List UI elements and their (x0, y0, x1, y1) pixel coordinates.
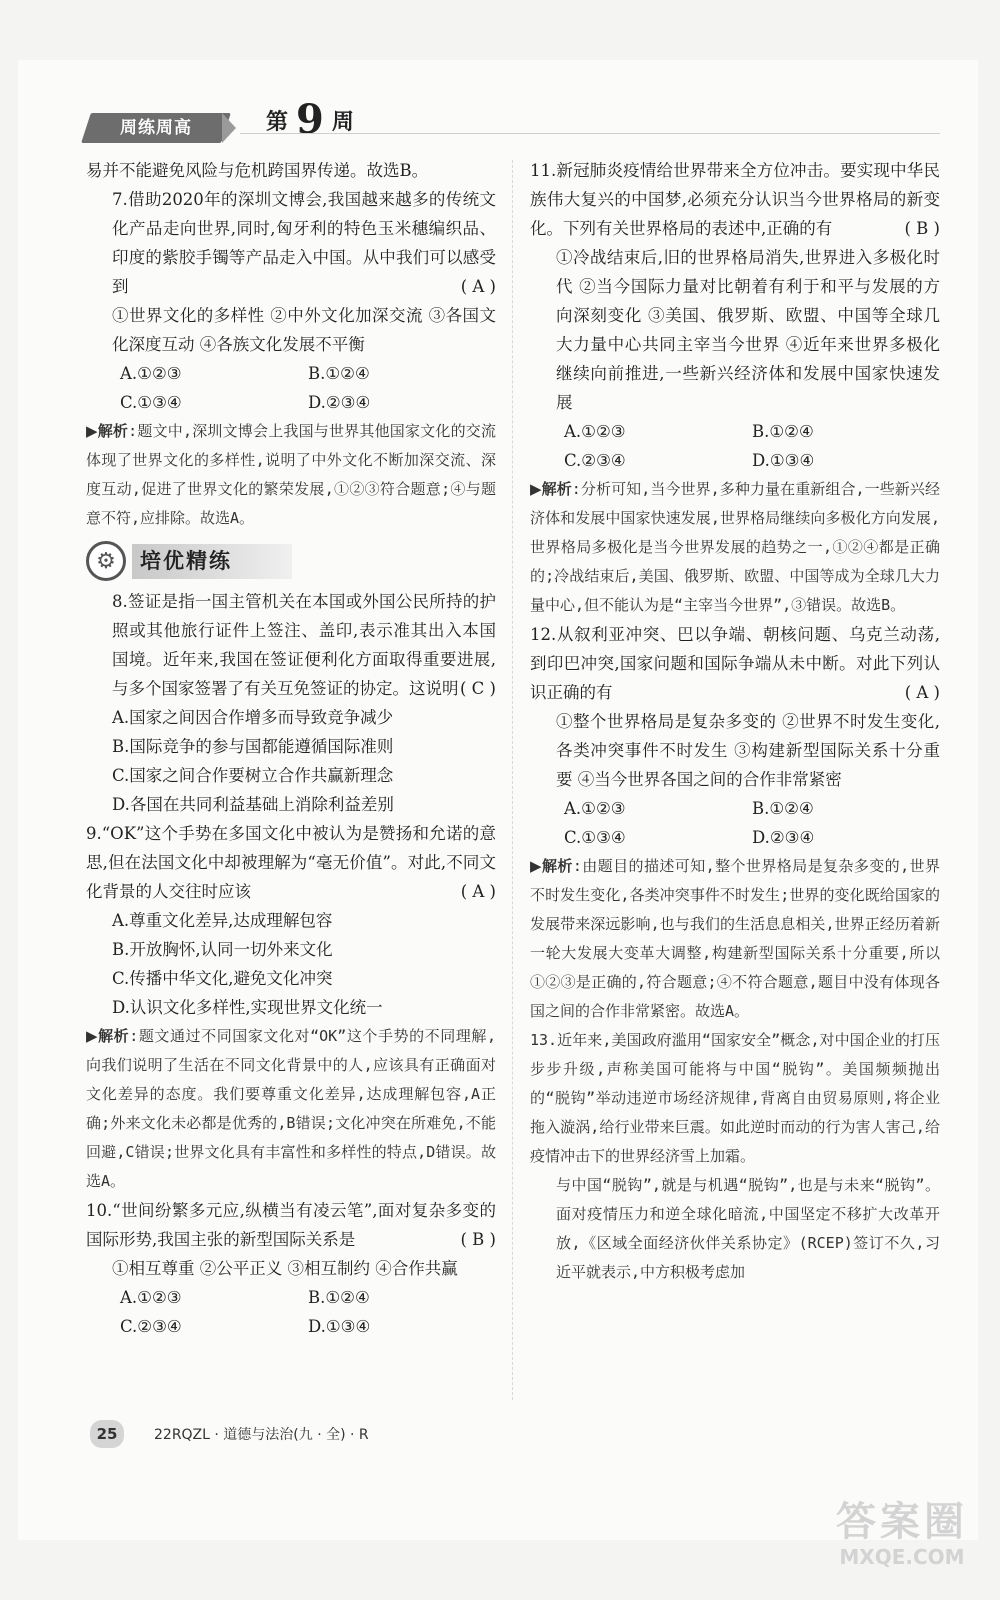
right-column (530, 156, 940, 1287)
section-title: 培优精练 (132, 544, 292, 579)
column-divider (512, 160, 513, 1400)
q8-answer: ( C ) (460, 679, 496, 698)
question-11 (530, 156, 940, 620)
question-13 (530, 1026, 940, 1287)
q12-items: ①整个世界格局是复杂多变的 ②世界不时发生变化,各类冲突事件不时发生 ③构建新型国际关系十分重要 ④当今世界各国之间的合作非常紧密 (556, 712, 940, 789)
question-12 (530, 620, 940, 1026)
q10-stem: 10.“世间纷繁多元应,纵横当有凌云笔”,面对复杂多变的国际形势,我国主张的新型国际关系是 (86, 1201, 496, 1249)
continued-text: 易并不能避免风险与危机跨国界传递。故选B。 (86, 161, 429, 180)
section-header (86, 535, 496, 587)
q8-option-a: A.国家之间因合作增多而导致竞争减少 (112, 708, 394, 727)
q10-items: ①相互尊重 ②公平正义 ③相互制约 ④合作共赢 (112, 1259, 458, 1278)
q9-answer: ( A ) (460, 882, 496, 901)
q9-option-a: A.尊重文化差异,达成理解包容 (112, 911, 333, 930)
q11-analysis: ▶解析:分析可知,当今世界,多种力量在重新组合,一些新兴经济体和发展中国家快速发展,世界格局继续向多极化方向发展,世界格局多极化是当今世界发展的趋势之一,①②④都是正确的;冷战结束后,美国、俄罗斯、欧盟、中国等成为全球几大力量中心,但不能认为是“主宰当今世界”,③错误。故选B。 (530, 480, 940, 614)
q11-options-ab: A.①②③ B.①②④ (564, 422, 814, 441)
q12-answer: ( A ) (904, 683, 940, 702)
q7-answer: ( A ) (460, 277, 496, 296)
site-watermark: 答案圈 MXQE.COM (836, 1499, 968, 1569)
q13-paragraph-2: 与中国“脱钩”,就是与机遇“脱钩”,也是与未来“脱钩”。面对疫情压力和逆全球化暗流,中国坚定不移扩大改革开放,《区域全面经济伙伴关系协定》(RCEP)签订不久,习近平就表示,中方积极考虑加 (556, 1176, 940, 1281)
q7-options-cd: C.①③④ D.②③④ (120, 393, 371, 412)
q9-analysis: ▶解析:题文通过不同国家文化对“OK”这个手势的不同理解,向我们说明了生活在不同文化背景中的人,应该具有正确面对文化差异的态度。我们要尊重文化差异,达成理解包容,A正确;外来文化未必都是优秀的,B错误;文化冲突在所难免,不能回避,C错误;世界文化具有丰富性和多样性的特点,D错误。故选A。 (86, 1027, 496, 1190)
q9-option-d: D.认识文化多样性,实现世界文化统一 (112, 998, 383, 1017)
q12-options-ab: A.①②③ B.①②④ (564, 799, 814, 818)
week-title: 第 9 周 (266, 96, 354, 143)
q8-option-d: D.各国在共同利益基础上消除利益差别 (112, 795, 394, 814)
question-8 (86, 587, 496, 819)
q7-analysis: ▶解析:题文中,深圳文博会上我国与世界其他国家文化的交流体现了世界文化的多样性,说明了中外文化不断加深交流、深度互动,促进了世界文化的繁荣发展,①②③符合题意;④与题意不符,应排除。故选A。 (86, 422, 496, 527)
q11-items: ①冷战结束后,旧的世界格局消失,世界进入多极化时代 ②当今国际力量对比朝着有利于和平与发展的方向深刻变化 ③美国、俄罗斯、欧盟、中国等全球几大力量中心共同主宰当今世界 ④近年来世界多极化继续向前推进,一些新兴经济体和发展中国家快速发展 (556, 248, 940, 412)
question-9 (86, 819, 496, 1196)
q9-option-c: C.传播中华文化,避免文化冲突 (112, 969, 333, 988)
q12-analysis: ▶解析:由题目的描述可知,整个世界格局是复杂多变的,世界不时发生变化,各类冲突事件不时发生;世界的变化既给国家的发展带来深远影响,也与我们的生活息息相关,世界正经历着新一轮大发展大变革大调整,构建新型国际关系十分重要,所以①②③是正确的,符合题意;④不符合题意,题目中没有体现各国之间的合作非常紧密。故选A。 (530, 857, 940, 1020)
q13-stem: 13.近年来,美国政府滥用“国家安全”概念,对中国企业的打压步步升级,声称美国可能将与中国“脱钩”。美国频频抛出的“脱钩”举动违逆市场经济规律,背离自由贸易原则,将企业拖入漩涡,给行业带来巨震。如此逆时而动的行为害人害己,给疫情冲击下的世界经济雪上加霜。 (530, 1031, 940, 1165)
q8-option-b: B.国际竞争的参与国都能遵循国际准则 (112, 737, 394, 756)
question-7 (86, 185, 496, 533)
q12-stem: 12.从叙利亚冲突、巴以争端、朝核问题、乌克兰动荡,到印巴冲突,国家问题和国际争端从未中断。对此下列认识正确的有 (530, 625, 940, 702)
q9-stem: 9.“OK”这个手势在多国文化中被认为是赞扬和允诺的意思,但在法国文化中却被理解为“毫无价值”。对此,不同文化背景的人交往时应该 (86, 824, 496, 901)
header-arrow (222, 113, 236, 143)
gear-icon: ⚙ (86, 541, 126, 581)
page-number: 25 (90, 1420, 124, 1448)
q10-options-ab: A.①②③ B.①②④ (120, 1288, 370, 1307)
q11-stem: 11.新冠肺炎疫情给世界带来全方位冲击。要实现中华民族伟大复兴的中国梦,必须充分认识当今世界格局的新变化。下列有关世界格局的表述中,正确的有 (530, 161, 940, 238)
q8-option-c: C.国家之间合作要树立合作共赢新理念 (112, 766, 394, 785)
q7-options-ab: A.①②③ B.①②④ (120, 364, 370, 383)
header-rule (240, 133, 940, 134)
page-footer (90, 1420, 369, 1448)
question-10 (86, 1196, 496, 1341)
q10-options-cd: C.②③④ D.①③④ (120, 1317, 371, 1336)
header-tag: 周练周高 (81, 113, 231, 143)
left-column (86, 156, 496, 1341)
q12-options-cd: C.①③④ D.②③④ (564, 828, 815, 847)
q11-answer: ( B ) (904, 219, 940, 238)
q8-stem: 8.签证是指一国主管机关在本国或外国公民所持的护照或其他旅行证件上签注、盖印,表示准其出入本国国境。近年来,我国在签证便利化方面取得重要进展,与多个国家签署了有关互免签证的协定。这说明 (112, 592, 496, 698)
q10-answer: ( B ) (460, 1230, 496, 1249)
q7-stem: 7.借助2020年的深圳文博会,我国越来越多的传统文化产品走向世界,同时,匈牙利的特色玉米穗编织品、印度的紫胶手镯等产品走入中国。从中我们可以感受到 (112, 190, 496, 296)
q9-option-b: B.开放胸怀,认同一切外来文化 (112, 940, 333, 959)
q7-items: ①世界文化的多样性 ②中外文化加深交流 ③各国文化深度互动 ④各族文化发展不平衡 (112, 306, 496, 354)
q11-options-cd: C.②③④ D.①③④ (564, 451, 815, 470)
book-code: 22RQZL · 道德与法治(九 · 全) · R (154, 1427, 369, 1443)
